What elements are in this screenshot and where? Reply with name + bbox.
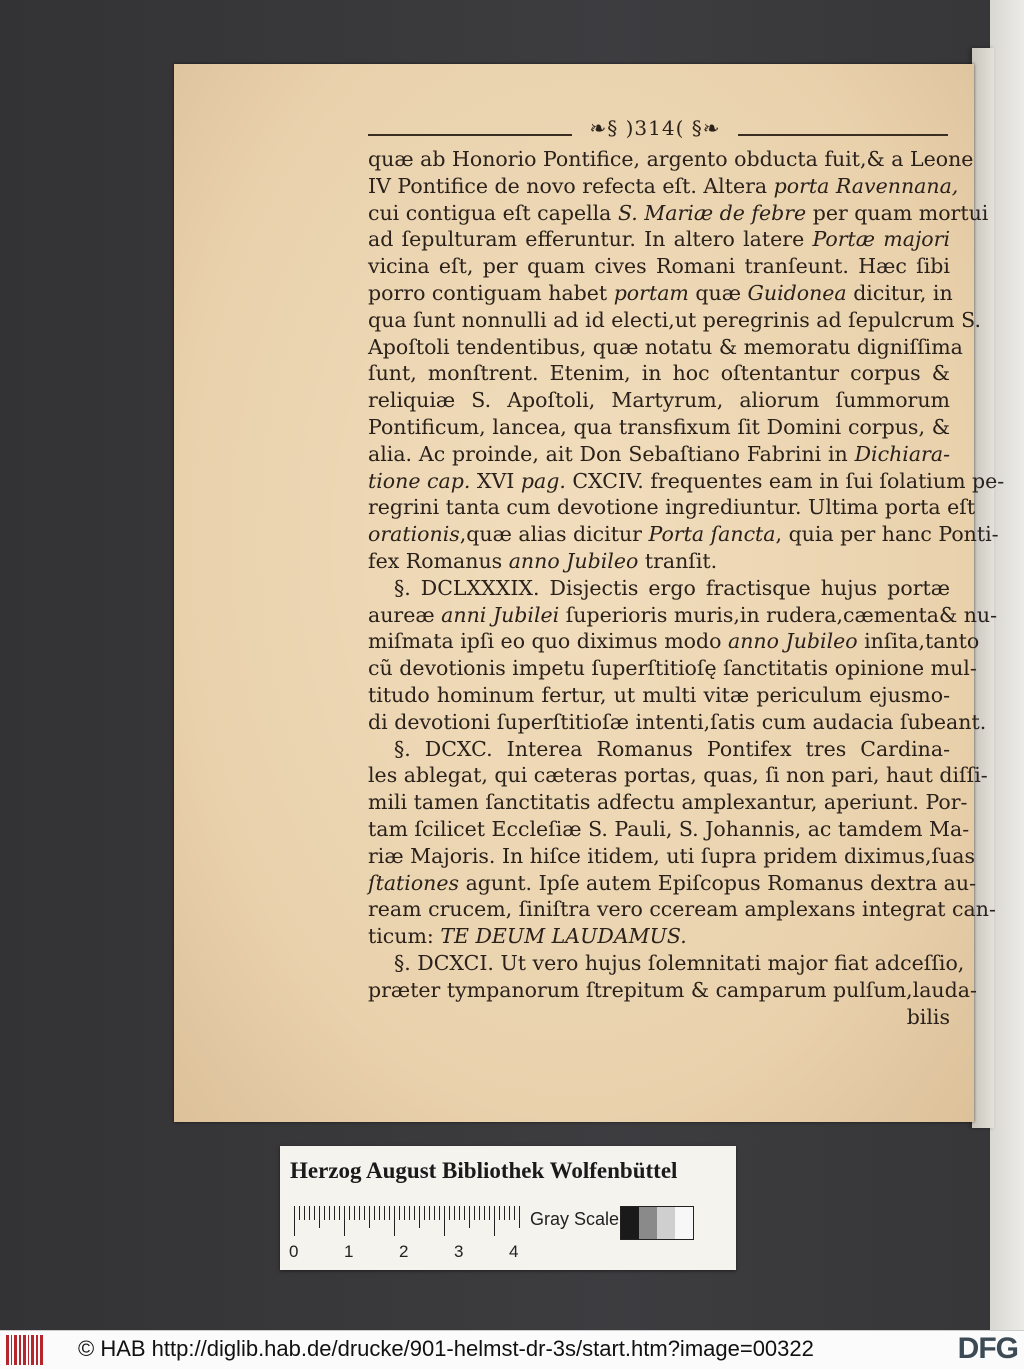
text-span: alia. Ac proinde, ait Don Sebaſtiano Fabrini in bbox=[368, 441, 855, 466]
ruler-number: 3 bbox=[454, 1242, 464, 1261]
page-text bbox=[368, 146, 1005, 1030]
ruler-tick bbox=[319, 1206, 320, 1228]
text-span: vicina eſt, per quam cives Romani tranſeunt. Hæc ſibi bbox=[368, 254, 950, 279]
text-span: mili tamen ſanctitatis adfectu amplexantur, aperiunt. Por- bbox=[368, 790, 968, 815]
gray-swatch bbox=[675, 1207, 693, 1239]
text-span: , quia per hanc Ponti- bbox=[775, 522, 999, 547]
text-span: XVI bbox=[470, 468, 521, 493]
ruler-tick bbox=[334, 1206, 335, 1220]
text-span: porro contiguam habet bbox=[368, 280, 614, 305]
text-line bbox=[368, 334, 963, 361]
text-span: §. DCLXXXIX. Disjectis ergo fractisque hujus portæ bbox=[394, 575, 950, 600]
ruler-tick bbox=[389, 1206, 390, 1220]
ruler-tick bbox=[324, 1206, 325, 1220]
ruler-tick bbox=[404, 1206, 405, 1220]
text-span: aureæ bbox=[368, 602, 442, 627]
ruler-tick bbox=[504, 1206, 505, 1220]
barcode-bar bbox=[6, 1335, 9, 1365]
barcode-bar bbox=[28, 1335, 29, 1365]
text-line bbox=[368, 200, 989, 227]
italic-text: portam bbox=[613, 280, 689, 305]
page-header bbox=[368, 116, 948, 146]
text-line bbox=[368, 414, 950, 441]
page-number: ❧§ )314( §❧ bbox=[589, 116, 721, 140]
ruler-tick bbox=[409, 1206, 410, 1220]
ruler-tick bbox=[474, 1206, 475, 1220]
text-line bbox=[368, 441, 950, 468]
text-line bbox=[368, 387, 950, 414]
ruler-tick bbox=[479, 1206, 480, 1220]
text-span: quæ bbox=[688, 280, 748, 305]
ruler-tick bbox=[384, 1206, 385, 1220]
text-line bbox=[368, 602, 998, 629]
library-name: Herzog August Bibliothek Wolfenbüttel bbox=[290, 1158, 678, 1183]
text-span: Apoſtoli tendentibus, quæ notatu & memoratu digniſſima bbox=[368, 334, 963, 359]
adjacent-page-edge bbox=[990, 0, 1024, 1330]
text-span: dicitur, in bbox=[846, 280, 953, 305]
text-span: præter tympanorum ſtrepitum & camparum pulſum,lauda- bbox=[368, 977, 977, 1002]
text-line bbox=[368, 468, 1005, 495]
text-line bbox=[368, 682, 950, 709]
italic-text: porta Ravennana, bbox=[773, 173, 959, 198]
text-span: qua ſunt nonnulli ad id electi,ut peregrinis ad ſepulcrum S. bbox=[368, 307, 981, 332]
text-line bbox=[368, 494, 976, 521]
text-span: IV Pontifice de novo refecta eſt. Altera bbox=[368, 173, 774, 198]
ruler-tick bbox=[349, 1206, 350, 1220]
text-span: titudo hominum fertur, ut multi vitæ periculum ejusmo- bbox=[368, 682, 950, 707]
text-line bbox=[368, 1004, 950, 1031]
text-line bbox=[368, 548, 950, 575]
ruler-tick bbox=[369, 1206, 370, 1228]
italic-text: Dichiara- bbox=[854, 441, 950, 466]
barcode-bar bbox=[11, 1335, 12, 1365]
library-label-card bbox=[280, 1146, 736, 1270]
text-span: ,quæ alias dicitur bbox=[459, 522, 649, 547]
text-span: les ablegat, qui cæteras portas, quas, ſi non pari, haut diſſi- bbox=[368, 763, 988, 788]
ruler-tick bbox=[459, 1206, 460, 1220]
ruler-tick bbox=[329, 1206, 330, 1220]
ruler-tick bbox=[299, 1206, 300, 1220]
ruler-tick bbox=[314, 1206, 315, 1220]
text-span: tam ſcilicet Eccleſiæ S. Pauli, S. Johannis, ac tamdem Ma- bbox=[368, 816, 970, 841]
text-line bbox=[368, 173, 959, 200]
italic-text: Guidonea bbox=[747, 280, 847, 305]
italic-text: S. Mariæ de febre bbox=[617, 200, 807, 225]
ruler-tick bbox=[379, 1206, 380, 1220]
header-rule-right bbox=[738, 134, 948, 136]
text-span: CXCIV. frequentes eam in ſui ſolatium pe- bbox=[565, 468, 1005, 493]
text-line bbox=[368, 226, 950, 253]
text-line bbox=[368, 762, 988, 789]
text-span: cũ devotionis impetu ſuperſtitioſę ſanctitatis opinione mul- bbox=[368, 656, 977, 681]
text-line bbox=[368, 575, 950, 602]
italic-text: TE DEUM LAUDAMUS. bbox=[440, 924, 687, 949]
text-line bbox=[368, 736, 950, 763]
gray-swatch bbox=[657, 1207, 675, 1239]
italic-text: ſtationes bbox=[368, 870, 460, 895]
text-span: bilis bbox=[906, 1004, 950, 1029]
ruler-tick bbox=[339, 1206, 340, 1220]
ruler-tick bbox=[309, 1206, 310, 1220]
text-span: cui contigua eſt capella bbox=[368, 200, 618, 225]
ruler-tick bbox=[414, 1206, 415, 1220]
gray-scale-label: Gray Scale bbox=[530, 1209, 620, 1229]
ruler-tick bbox=[429, 1206, 430, 1220]
barcode-bar bbox=[36, 1335, 38, 1365]
measurement-ruler bbox=[289, 1206, 526, 1261]
text-span: reliquiæ S. Apoſtoli, Martyrum, aliorum ſummorum bbox=[368, 388, 950, 413]
copyright-link[interactable]: © HAB http://diglib.hab.de/drucke/901-helmst-dr-3s/start.htm?image=00322 bbox=[78, 1336, 814, 1361]
ruler-tick bbox=[514, 1206, 515, 1220]
dfg-logo: DFG bbox=[957, 1332, 1018, 1365]
text-span: regrini tanta cum devotione ingrediuntur. Ultima porta eſt bbox=[368, 495, 976, 520]
italic-text: anno Jubileo bbox=[508, 548, 639, 573]
italic-text: anni Jubilei bbox=[441, 602, 560, 627]
ruler-tick bbox=[454, 1206, 455, 1220]
book-page bbox=[174, 64, 1005, 1122]
text-span: §. DCXC. Interea Romanus Pontifex tres Cardina- bbox=[394, 736, 950, 761]
text-line bbox=[368, 655, 977, 682]
text-span: ad ſepulturam efferuntur. In altero latere bbox=[368, 227, 813, 252]
ruler-tick bbox=[499, 1206, 500, 1220]
text-span: miſmata ipſi eo quo diximus modo bbox=[368, 629, 728, 654]
text-line bbox=[368, 816, 970, 843]
gray-scale-swatches bbox=[620, 1206, 694, 1240]
italic-text: orationis bbox=[368, 522, 460, 547]
barcode-bar bbox=[19, 1335, 21, 1365]
ruler-tick bbox=[304, 1206, 305, 1220]
ruler-tick bbox=[464, 1206, 465, 1220]
italic-text: tione cap. bbox=[368, 468, 471, 493]
ruler-tick bbox=[344, 1206, 345, 1236]
ruler-tick bbox=[484, 1206, 485, 1220]
ruler-tick bbox=[489, 1206, 490, 1220]
ruler-tick bbox=[439, 1206, 440, 1220]
ruler-tick bbox=[359, 1206, 360, 1220]
text-span: ticum: bbox=[368, 924, 441, 949]
text-line bbox=[368, 709, 987, 736]
ruler-number: 2 bbox=[399, 1242, 409, 1261]
text-line bbox=[368, 146, 974, 173]
header-rule-left bbox=[368, 134, 572, 136]
text-line bbox=[368, 789, 968, 816]
ruler-tick bbox=[394, 1206, 395, 1236]
text-span: Pontificum, lancea, qua transfixum ſit Domini corpus, & bbox=[368, 414, 950, 439]
text-span: ſunt, monſtrent. Etenim, in hoc oſtentantur corpus & bbox=[368, 361, 950, 386]
barcode-bar bbox=[31, 1335, 34, 1365]
ruler-tick bbox=[399, 1206, 400, 1220]
text-line bbox=[368, 360, 950, 387]
text-span: fex Romanus bbox=[368, 548, 509, 573]
text-line bbox=[368, 521, 999, 548]
ruler-tick bbox=[364, 1206, 365, 1220]
ruler-tick bbox=[424, 1206, 425, 1220]
text-line bbox=[368, 950, 965, 977]
italic-text: Portæ majori bbox=[812, 227, 951, 252]
barcode-bar bbox=[23, 1335, 26, 1365]
ruler-tick bbox=[494, 1206, 495, 1236]
ruler-tick bbox=[294, 1206, 295, 1236]
ruler-number: 1 bbox=[344, 1242, 354, 1261]
text-span: ream crucem, ſiniſtra vero cceream amplexans integrat can- bbox=[368, 897, 996, 922]
text-span: ſuperioris muris,in rudera,cæmenta& nu- bbox=[559, 602, 998, 627]
ruler-tick bbox=[354, 1206, 355, 1220]
ruler-tick bbox=[444, 1206, 445, 1236]
text-line bbox=[368, 896, 996, 923]
text-line bbox=[368, 977, 977, 1004]
ruler-tick bbox=[419, 1206, 420, 1228]
text-line bbox=[368, 870, 977, 897]
ruler-number: 4 bbox=[509, 1242, 519, 1261]
italic-text: anno Jubileo bbox=[727, 629, 858, 654]
italic-text: pag. bbox=[520, 468, 566, 493]
text-line bbox=[368, 280, 953, 307]
text-span: tranſit. bbox=[638, 548, 718, 573]
ruler-tick bbox=[519, 1206, 520, 1228]
ruler-tick bbox=[434, 1206, 435, 1220]
italic-text: Porta ſancta bbox=[648, 522, 776, 547]
ruler-tick bbox=[449, 1206, 450, 1220]
ruler-tick bbox=[374, 1206, 375, 1220]
ruler-tick bbox=[509, 1206, 510, 1220]
gray-swatch bbox=[639, 1207, 657, 1239]
text-line bbox=[368, 923, 950, 950]
text-line bbox=[368, 628, 980, 655]
text-span: inſita,tanto bbox=[857, 629, 980, 654]
text-span: quæ ab Honorio Pontifice, argento obducta fuit,& a Leone bbox=[368, 147, 974, 171]
text-line bbox=[368, 843, 975, 870]
barcode-icon bbox=[6, 1335, 46, 1365]
gray-swatch bbox=[621, 1207, 639, 1239]
barcode-bar bbox=[14, 1335, 17, 1365]
text-span: §. DCXCI. Ut vero hujus ſolemnitati major fiat adceſſio, bbox=[394, 950, 965, 975]
text-span: per quam mortui bbox=[806, 200, 989, 225]
ruler-number: 0 bbox=[289, 1242, 299, 1261]
text-span: riæ Majoris. In hiſce itidem, uti ſupra pridem diximus,ſuas bbox=[368, 843, 975, 868]
text-line bbox=[368, 307, 981, 334]
viewer-footer bbox=[0, 1330, 1024, 1369]
text-span: agunt. Ipſe autem Epiſcopus Romanus dextra au- bbox=[459, 870, 977, 895]
barcode-bar bbox=[40, 1335, 43, 1365]
ruler-tick bbox=[469, 1206, 470, 1228]
text-span: di devotioni ſuperſtitioſæ intenti,ſatis cum audacia ſubeant. bbox=[368, 709, 987, 734]
text-line bbox=[368, 253, 950, 280]
